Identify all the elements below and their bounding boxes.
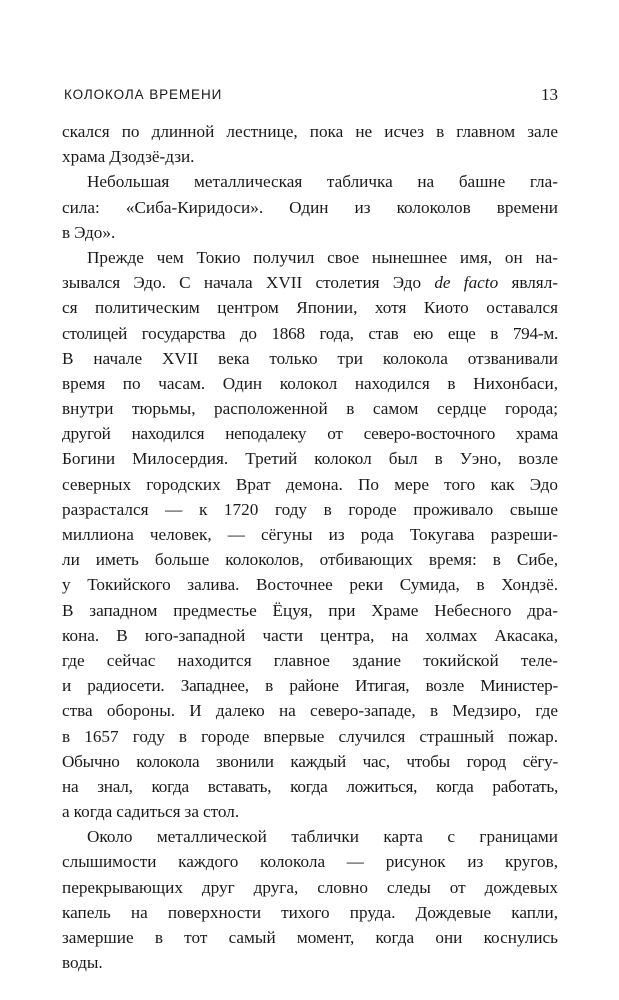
text-line: В начале XVII века только три колокола отзванивали <box>62 348 558 368</box>
page-number: 13 <box>541 85 558 104</box>
text-line: Прежде чем Токио получил свое нынешнее имя, он на- <box>87 247 558 267</box>
text-line: воды. <box>62 953 103 973</box>
text-line: ства обороны. И далеко на северо-западе, в Медзиро, где <box>62 701 558 721</box>
text-line: скался по длинной лестнице, пока не исчез в главном зале <box>62 122 558 141</box>
running-title: КОЛОКОЛА ВРЕМЕНИ <box>64 87 223 102</box>
text-line: столицей государства до 1868 года, став ею еще в 794-м. <box>62 323 558 343</box>
running-head <box>62 83 558 107</box>
text-line: храма Дзодзё-дзи. <box>62 147 195 167</box>
text-line <box>62 270 558 295</box>
italic-phrase: de facto <box>434 273 499 293</box>
text-line: сила: «Сиба-Киридоси». Один из колоколов времени <box>62 197 558 217</box>
text-line: Богини Милосердия. Третий колокол был в Уэно, возле <box>62 449 558 469</box>
text-segment: являл- <box>511 273 559 293</box>
text-line: ли иметь больше колоколов, отбивающих время: в Сибе, <box>62 550 558 570</box>
text-line: Обычно колокола звонили каждый час, чтобы город сёгу- <box>62 751 558 771</box>
book-page <box>62 0 558 1000</box>
text-line: и радиосети. Западнее, в районе Итигая, возле Министер- <box>62 676 558 696</box>
text-line: внутри тюрьмы, расположенной в самом сердце города; <box>62 399 558 419</box>
text-line: миллиона человек, — сёгуны из рода Токугава разреши- <box>62 525 558 544</box>
text-line: у Токийского залива. Восточнее реки Сумида, в Хондзё. <box>62 575 558 595</box>
text-line: слышимости каждого колокола — рисунок из кругов, <box>62 852 558 872</box>
text-segment: зывался Эдо. С начала XVII столетия Эдо <box>62 273 422 293</box>
text-line: время по часам. Один колокол находился в Нихонбаси, <box>62 373 558 393</box>
text-line: разрастался — к 1720 году в городе проживало свыше <box>62 499 558 519</box>
text-line: перекрывающих друг друга, словно следы от дождевых <box>62 877 558 897</box>
text-line: северных городских Врат демона. По мере того как Эдо <box>62 474 558 494</box>
text-line: а когда садиться за стол. <box>62 802 240 822</box>
text-line: Небольшая металлическая табличка на башне гла- <box>87 172 558 192</box>
text-line: в Эдо». <box>62 222 116 242</box>
text-line: В западном предместье Ёцуя, при Храме Небесного дра- <box>62 600 558 620</box>
text-line: на знал, когда вставать, когда ложиться, когда работать, <box>62 776 558 796</box>
text-line: другой находился неподалеку от северо-восточного храма <box>62 424 558 444</box>
text-line: капель на поверхности тихого пруда. Дождевые капли, <box>62 902 558 922</box>
text-line: где сейчас находится главное здание токийской теле- <box>62 650 558 670</box>
body-text <box>62 119 558 975</box>
text-line: ся политическим центром Японии, хотя Киото оставался <box>62 298 558 318</box>
text-line: кона. В юго-западной части центра, на холмах Акасака, <box>62 625 558 645</box>
text-line: замершие в тот самый момент, когда они коснулись <box>62 928 558 947</box>
text-line: Около металлической таблички карта с границами <box>87 827 558 847</box>
text-line: в 1657 году в городе впервые случился страшный пожар. <box>62 726 558 746</box>
